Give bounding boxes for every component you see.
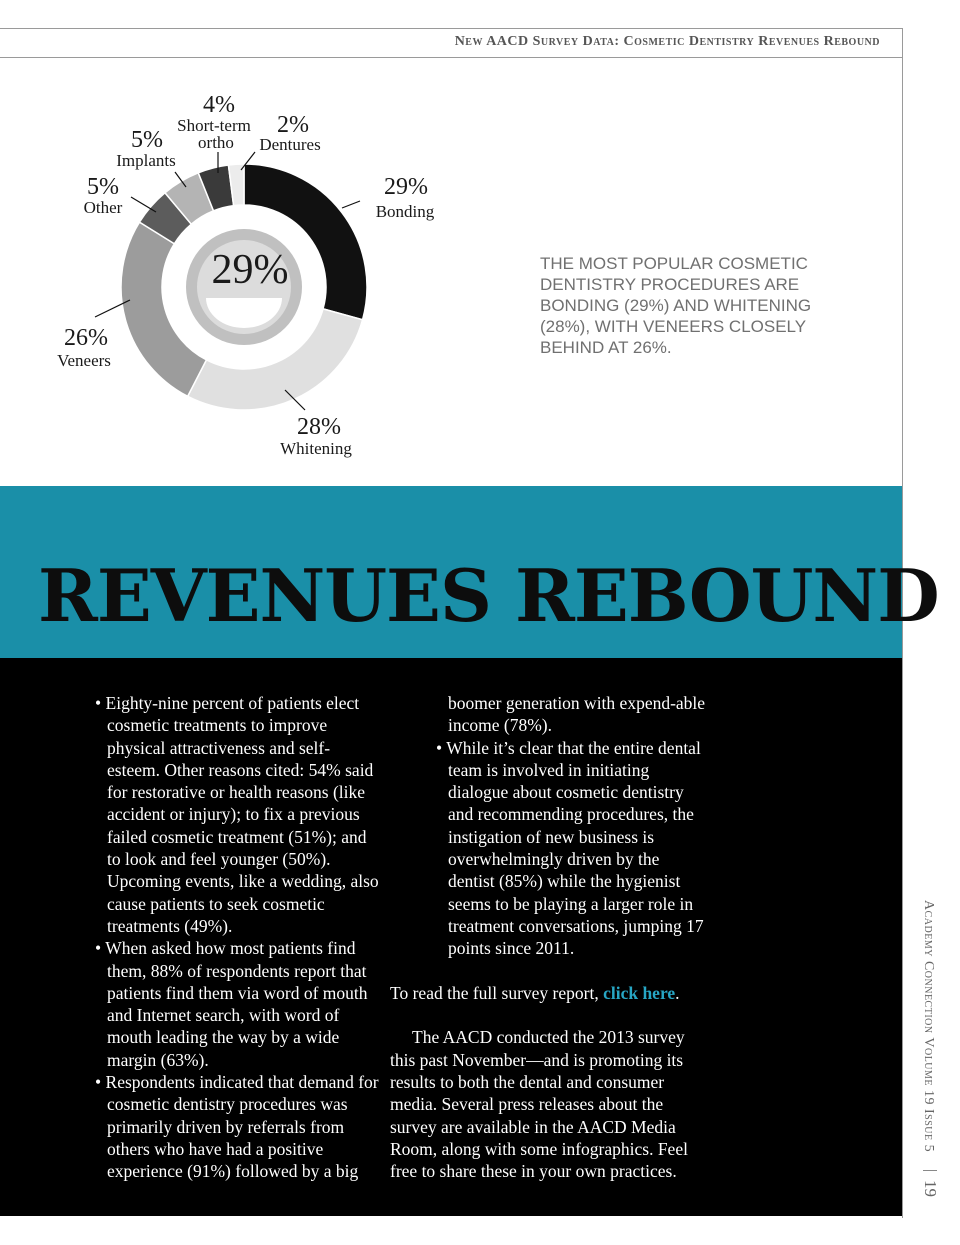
slice-name-ortho-line2: ortho <box>198 133 234 152</box>
article-column-left <box>95 692 380 1183</box>
chart-callout: THE MOST POPULAR COSMETIC DENTISTRY PROCEDURES ARE BONDING (29%) AND WHITENING (28%), WITH VENEERS CLOSELY BEHIND AT 26%. <box>540 254 812 357</box>
read-report-paragraph <box>390 982 710 1004</box>
slice-pct-implants: 5% <box>131 127 163 153</box>
bullet-text: When asked how most patients find them, 88% of respondents report that patients find them via word of mouth and Internet search, with word of mouth leading the way by a wide margin (63%). <box>105 938 368 1070</box>
header-rule-top <box>0 28 902 29</box>
closing-paragraph: The AACD conducted the 2013 survey this past November—and is promoting its results to both the dental and consumer media. Several press releases about the survey are available in the AACD Media Room, along with some infographics. Feel free to share these in your own practices. <box>390 1027 688 1182</box>
bullet-item <box>95 692 380 937</box>
continued-text: boomer generation with expend-able income (78%). <box>448 693 706 736</box>
page-number: 19 <box>921 1180 940 1197</box>
bullet-icon: • <box>95 1072 102 1093</box>
slice-name-dentures: Dentures <box>259 135 321 154</box>
read-report-text: To read the full survey report, <box>390 982 604 1003</box>
leader-bonding <box>342 201 360 208</box>
bullet-text: Eighty-nine percent of patients elect cosmetic treatments to improve physical attractiveness and self-esteem. Other reasons cited: 54% said for restorative or health reasons (like accident or injury); to fix a previous failed cosmetic treatment (51%); and to look and feel younger (50%). Upcoming events, like a wedding, also cause patients to seek cosmetic treatments (49%). <box>105 693 379 936</box>
bullet-text: Respondents indicated that demand for cosmetic dentistry procedures was primarily driven by referrals from others who have had a positive experience (91%) followed by a big <box>105 1072 379 1182</box>
bullet-text: While it’s clear that the entire dental team is involved in initiating dialogue about cosmetic dentistry and recommending procedures, the instigation of new business is overwhelmingly driven by the dentist (85%) while the hygienist seems to be playing a larger role in treatment conversations, jumping 17 points since 2011. <box>446 737 704 959</box>
slice-name-bonding: Bonding <box>375 202 435 221</box>
bullet-icon: • <box>436 737 443 758</box>
article-column-right <box>390 692 710 1183</box>
center-label: 29% <box>211 247 289 293</box>
footer-divider <box>923 1170 937 1171</box>
slice-pct-bonding: 29% <box>384 174 428 200</box>
page-footer <box>920 900 940 1220</box>
slice-pct-dentures: 2% <box>277 112 309 138</box>
bullet-item <box>95 1071 380 1182</box>
slice-pct-veneers: 26% <box>64 325 108 351</box>
running-head: New AACD Survey Data: Cosmetic Dentistry Revenues Rebound <box>454 34 880 49</box>
slice-pct-whitening: 28% <box>297 414 341 440</box>
publication-name: Academy Connection Volume 19 Issue 5 <box>921 900 936 1153</box>
read-report-period: . <box>675 982 680 1003</box>
bullet-icon: • <box>95 693 102 713</box>
click-here-link[interactable]: click here <box>603 982 676 1003</box>
slice-name-ortho-line1: Short-term <box>177 116 251 135</box>
bullet-icon: • <box>95 938 102 959</box>
slice-pct-other: 5% <box>87 174 119 200</box>
slice-name-other: Other <box>83 198 123 217</box>
headline: REVENUES REBOUND <box>38 553 939 638</box>
bullet-item <box>436 737 710 960</box>
slice-name-veneers: Veneers <box>57 351 111 370</box>
slice-name-implants: Implants <box>116 151 176 170</box>
donut-chart <box>0 60 520 480</box>
header-rule-bottom <box>0 57 902 58</box>
slice-name-whitening: Whitening <box>280 439 352 458</box>
bullet-item <box>95 937 380 1071</box>
slice-pct-ortho: 4% <box>203 92 235 118</box>
